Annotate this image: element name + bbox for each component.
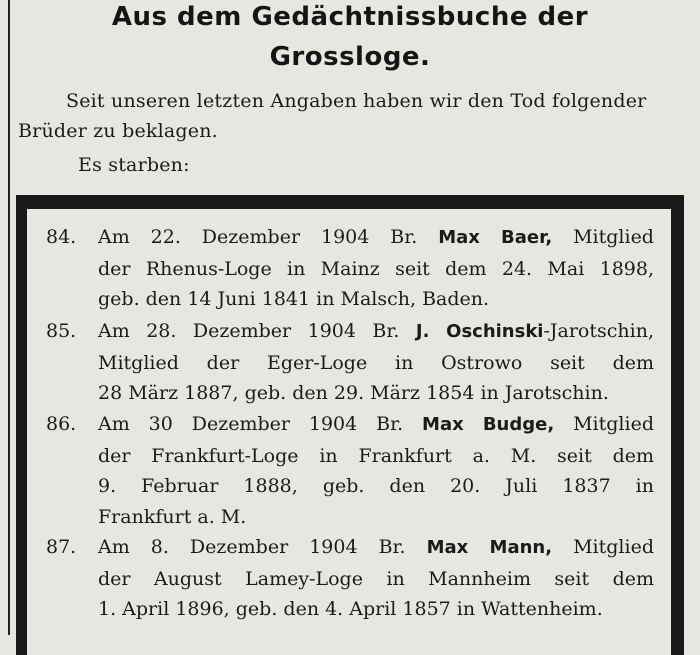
entry-line: 1. April 1896, geb. den 4. April 1857 in Wattenheim. [98,598,603,620]
entry-text: Mitglied [554,413,654,435]
entry-line: 28 März 1887, geb. den 29. März 1854 in Jarotschin. [98,382,609,404]
es-starben-label: Es starben: [78,154,190,176]
member-name: Max Budge, [422,414,555,435]
entry-text: Am 30 Dezember 1904 Br. [98,413,423,435]
entry-line: 9. Februar 1888, geb. den 20. Juli 1837 in [98,475,654,497]
page-title-line-2: Grossloge. [269,42,431,72]
entry-text: Am 8. Dezember 1904 Br. [98,536,427,558]
entry-line: geb. den 14 Juni 1841 in Malsch, Baden. [98,288,490,310]
entry-text: Mitglied [552,536,654,558]
member-name: Max Baer, [438,227,553,248]
column-rule [8,0,10,635]
entry-text: Am 28. Dezember 1904 Br. [98,320,416,342]
entry-line: Frankfurt a. M. [98,505,247,528]
intro-line-2: Brüder zu beklagen. [18,120,218,142]
page-title-line-1: Aus dem Gedächtnissbuche der [111,2,589,32]
entry-number: 85. [46,320,77,342]
entry-line: der August Lamey-Loge in Mannheim seit dem [98,567,654,590]
intro-line-1: Seit unseren letzten Angaben haben wir den Tod folgender [66,90,647,112]
entry-text: Mitglied [552,226,654,248]
entry-number: 86. [46,413,77,435]
obituary-entry [98,409,654,532]
entry-line: der Frankfurt-Loge in Frankfurt a. M. seit dem [98,444,654,467]
obituary-entry [98,532,654,625]
entry-text: Am 22. Dezember 1904 Br. [98,226,439,248]
entry-line: der Rhenus-Loge in Mainz seit dem 24. Mai 1898, [98,257,654,280]
obituary-entry [98,222,654,315]
entry-number: 84. [46,226,77,248]
entry-text: -Jarotschin, [543,320,654,342]
obituary-entry [98,316,654,409]
intro-paragraph [18,86,688,146]
entry-line: Mitglied der Eger-Loge in Ostrowo seit dem [98,351,654,374]
member-name: J. Oschinski [415,321,544,342]
entry-number: 87. [46,536,77,558]
member-name: Max Mann, [426,537,553,558]
